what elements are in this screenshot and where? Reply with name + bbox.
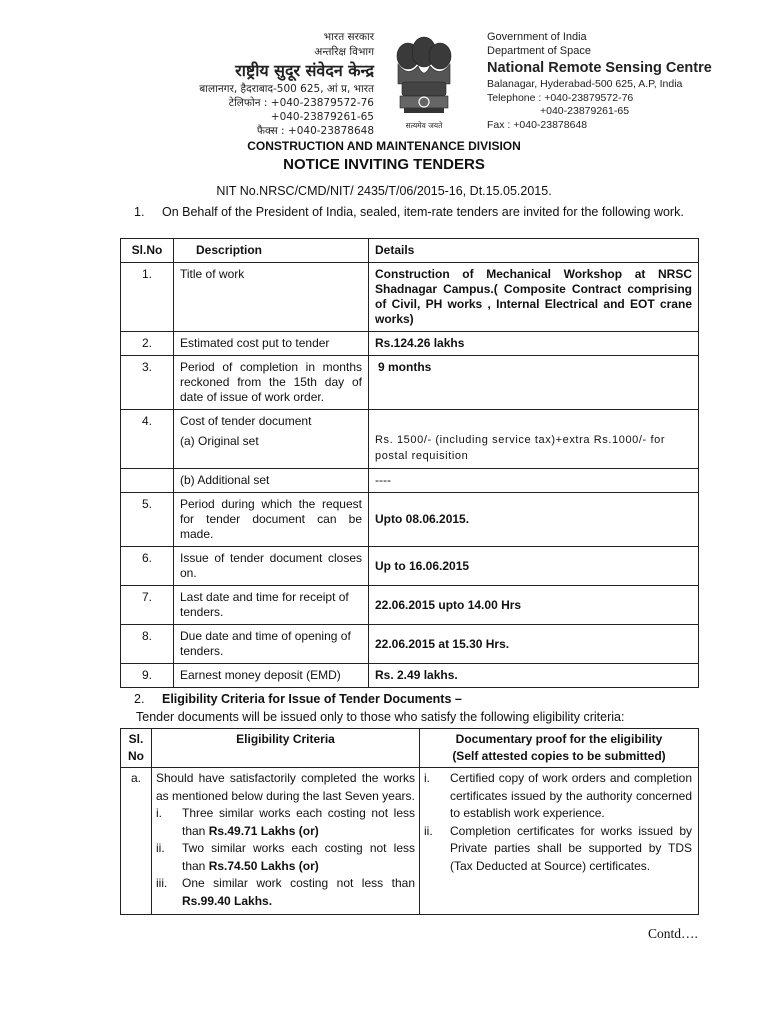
english-org-name: National Remote Sensing Centre [487, 60, 712, 76]
table-row [121, 332, 699, 356]
column-header-line: (Self attested copies to be submitted) [452, 749, 666, 763]
row-detail: 9 months [369, 356, 699, 410]
table-row [121, 768, 699, 915]
row-description: Estimated cost put to tender [174, 332, 369, 356]
hindi-line: +040-23879261-65 [270, 111, 374, 123]
continued-marker: Contd…. [648, 926, 698, 941]
list-item-number: iii. [156, 876, 168, 890]
paragraph-number: 2. [134, 692, 145, 706]
table-row [121, 664, 699, 688]
english-line: Balanagar, Hyderabad-500 625, A.P, India [487, 78, 683, 90]
row-description: Earnest money deposit (EMD) [174, 664, 369, 688]
row-detail [369, 410, 699, 469]
row-detail: Construction of Mechanical Workshop at NRSC Shadnagar Campus.( Composite Contract comprising of Civil, PH works , Internal Electrical and EOT crane works) [369, 263, 699, 332]
column-header: Sl.No [121, 239, 174, 263]
hindi-line: फैक्स : +040-23878648 [256, 125, 374, 137]
row-number: a. [121, 768, 152, 915]
row-number: 1. [121, 263, 174, 332]
row-detail: Up to 16.06.2015 [369, 547, 699, 586]
row-number: 3. [121, 356, 174, 410]
svg-text:सत्यमेव जयते: सत्यमेव जयते [405, 121, 443, 130]
table-row [121, 586, 699, 625]
row-description: Issue of tender document closes on. [174, 547, 369, 586]
table-row [121, 469, 699, 493]
hindi-org-name: राष्ट्रीय सुदूर संवेदन केन्द्र [235, 61, 374, 80]
list-item [156, 875, 415, 910]
nit-reference: NIT No.NRSC/CMD/NIT/ 2435/T/06/2015-16, Dt.15.05.2015. [216, 184, 552, 198]
list-item-amount: Rs.74.50 Lakhs (or) [208, 858, 319, 873]
table-row [121, 410, 699, 469]
hindi-line: टेलिफोन : +040-23879572-76 [228, 97, 374, 109]
table-row [121, 547, 699, 586]
row-description [174, 410, 369, 469]
hindi-line: अन्तरिक्ष विभाग [314, 46, 374, 58]
column-header: Sl. No [121, 729, 152, 768]
row-number: 6. [121, 547, 174, 586]
list-item-number: ii. [156, 841, 165, 855]
list-item-text: Completion certificates for works issued by Private parties shall be supported by TDS (Tax Deducted at Source) certificates. [450, 823, 692, 873]
row-description: Title of work [174, 263, 369, 332]
row-detail: 22.06.2015 upto 14.00 Hrs [369, 586, 699, 625]
row-detail: 22.06.2015 at 15.30 Hrs. [369, 625, 699, 664]
list-item [156, 840, 415, 875]
hindi-line: बालानगर, हैदराबाद-500 625, आं प्र, भारत [199, 83, 374, 95]
english-line: Fax : +040-23878648 [487, 118, 588, 131]
division-heading: CONSTRUCTION AND MAINTENANCE DIVISION [247, 139, 521, 153]
national-emblem-icon [378, 34, 470, 138]
table-header-row [121, 239, 699, 263]
paragraph-2-text: Tender documents will be issued only to those who satisfy the following eligibility criteria: [136, 710, 625, 724]
row-number: 2. [121, 332, 174, 356]
table-row [121, 263, 699, 332]
proof-cell [420, 768, 699, 915]
list-item [424, 770, 692, 823]
list-item-number: i. [156, 806, 162, 820]
english-line: Government of India [487, 31, 587, 43]
row-number: 4. [121, 410, 174, 469]
letterhead [0, 26, 768, 138]
paragraph-2 [136, 691, 696, 707]
english-line: Department of Space [487, 45, 591, 57]
table-row [121, 625, 699, 664]
list-item-text: Three similar works each costing not less than [182, 806, 415, 838]
list-item [424, 823, 692, 876]
column-header: Eligibility Criteria [152, 729, 420, 768]
row-number: 8. [121, 625, 174, 664]
row-detail: ---- [369, 469, 699, 493]
list-item-amount: Rs.99.40 Lakhs. [182, 893, 273, 908]
column-header: Details [369, 239, 699, 263]
criteria-cell [152, 768, 420, 915]
tender-details-table [120, 238, 699, 688]
row-description: (b) Additional set [174, 469, 369, 493]
list-item [156, 805, 415, 840]
list-item-number: i. [424, 771, 430, 785]
table-header-row [121, 729, 699, 768]
row-number: 7. [121, 586, 174, 625]
table-row [121, 356, 699, 410]
column-header [420, 729, 699, 768]
letterhead-hindi [136, 30, 374, 138]
row-description: Last date and time for receipt of tenders. [174, 586, 369, 625]
letterhead-english [487, 30, 757, 132]
paragraph-number: 1. [134, 205, 145, 219]
row-description: Period during which the request for tender document can be made. [174, 493, 369, 547]
paragraph-1 [136, 204, 696, 220]
row-number: 5. [121, 493, 174, 547]
list-item-text: Two similar works each costing not less than [182, 841, 415, 873]
row-detail-text: Rs. 1500/- (including service tax)+extra Rs.1000/- for postal requisition [375, 434, 666, 462]
hindi-line: भारत सरकार [323, 31, 374, 43]
list-item-number: ii. [424, 823, 433, 838]
row-number [121, 469, 174, 493]
paragraph-text: On Behalf of the President of India, sealed, item-rate tenders are invited for the following work. [162, 205, 684, 219]
eligibility-table [120, 728, 699, 915]
section-heading: Eligibility Criteria for Issue of Tender Documents – [162, 692, 462, 706]
row-detail: Upto 08.06.2015. [369, 493, 699, 547]
row-description: Due date and time of opening of tenders. [174, 625, 369, 664]
row-description: Period of completion in months reckoned from the 15th day of date of issue of work order. [174, 356, 369, 410]
column-header-line: Documentary proof for the eligibility [455, 732, 663, 746]
english-line: +040-23879261-65 [540, 105, 630, 117]
row-description-main: Cost of tender document [180, 414, 312, 428]
row-description-sub: (a) Original set [180, 434, 259, 448]
criteria-intro: Should have satisfactorily completed the works as mentioned below during the last Seven years. [156, 771, 415, 803]
english-line: Telephone : +040-23879572-76 [487, 91, 634, 104]
column-header: Description [174, 239, 369, 263]
list-item-amount: Rs.49.71 Lakhs (or) [208, 823, 319, 838]
row-detail: Rs.124.26 lakhs [369, 332, 699, 356]
list-item-text: Certified copy of work orders and completion certificates issued by the authority concerned to establish work experience. [450, 771, 692, 820]
row-number: 9. [121, 664, 174, 688]
table-row [121, 493, 699, 547]
page-title: NOTICE INVITING TENDERS [283, 156, 485, 173]
list-item-text: One similar work costing not less than [182, 876, 415, 890]
row-detail: Rs. 2.49 lakhs. [369, 664, 699, 688]
